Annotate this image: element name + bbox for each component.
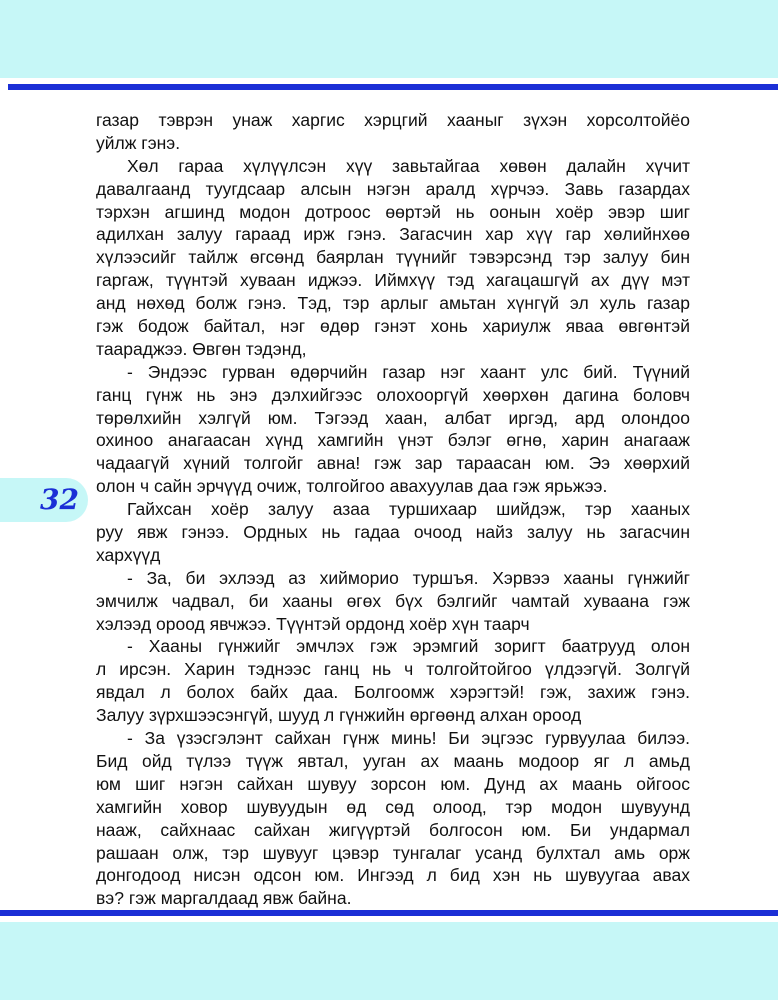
paragraph	[96, 498, 690, 567]
top-divider-rule	[8, 84, 778, 90]
paragraph	[96, 567, 690, 636]
text-line: гаргаж, түүнтэй хуваан иджээ. Иймхүү тэд хагацашгүй ах дүү мэт	[96, 270, 690, 291]
text-line: хамгийн ховор шувуудын өд сөд олоод, тэр модон шувуунд	[96, 796, 690, 817]
text-line: хэлээд ороод явчжээ. Түүнтэй ордонд хоёр хүн таарч	[96, 613, 530, 634]
text-line: таараджээ. Өвгөн тэдэнд,	[96, 338, 307, 359]
text-line: - За, би эхлээд аз хийморио туршъя. Хэрвээ хааны гүнжийг	[127, 567, 690, 588]
text-line: рашаан олж, тэр шувууг цэвэр тунгалаг усанд булхтал амь орж	[96, 842, 690, 863]
text-line: уйлж гэнэ.	[96, 132, 181, 153]
paragraph	[96, 727, 690, 910]
text-line: газар тэврэн унаж харгис хэрцгий хааныг зүхэн хорсолтойёо	[96, 110, 690, 130]
text-line: л ирсэн. Харин тэднээс ганц нь ч толгойтойгоо үлдээгүй. Золгүй	[96, 659, 690, 680]
text-line: Хөл гараа хүлүүлсэн хүү завьтайгаа хөвөн далайн хүчит	[127, 155, 690, 176]
text-line: нааж, сайхнаас сайхан жигүүртэй болгосон юм. Би ундармал	[96, 819, 690, 840]
text-line: хүлээсийг тайлж өгсөнд баярлан түүнийг тэвэрсэнд тэр залуу бин	[96, 247, 690, 268]
text-line: анд нөхөд болж гэнэ. Тэд, тэр арлыг амьтан хүнгүй эл хуль газар	[96, 293, 690, 314]
text-line: руу явж гэнээ. Ордных нь гадаа очоод найз залуу нь загасчин	[96, 522, 690, 543]
text-line: Гайхсан хоёр залуу азаа туршихаар шийдэж, тэр хааных	[127, 499, 690, 520]
paragraph	[96, 361, 690, 498]
text-line: төрөлхийн хэлгүй юм. Тэгээд хаан, албат иргэд, ард олондоо	[96, 407, 690, 428]
text-line: явдал л болох байх даа. Болгоомж хэрэгтэй! гэж, захиж гэнэ.	[96, 682, 690, 703]
text-line: чадаагүй хүний толгойг авна! гэж зар тараасан юм. Ээ хөөрхий	[96, 453, 690, 474]
paragraph	[96, 155, 690, 361]
text-line: охиноо анагаасан хүнд хамгийн үнэт бэлэг өгнө, харин анагааж	[96, 430, 690, 451]
text-line: олон ч сайн эрчүүд очиж, толгойгоо авахуулав даа гэж ярьжээ.	[96, 476, 608, 497]
text-line: адилхан залуу гараад ирж гэнэ. Загасчин хар хүү гар хөлийнхөө	[96, 224, 690, 245]
text-line: хархүүд	[96, 544, 161, 565]
text-line: Бид ойд түлээ түүж явтал, ууган ах маань модоор яг л амьд	[96, 750, 690, 771]
text-line: донгодоод нисэн одсон юм. Ингээд л бид хэн нь шувуугаа авах	[96, 865, 690, 886]
top-header-band	[0, 0, 778, 78]
text-line: давалгаанд туугдсаар алсын нэгэн аралд хүрчээ. Завь газардах	[96, 178, 690, 199]
text-line: вэ? гэж маргалдаад явж байна.	[96, 888, 352, 909]
text-line: - Хааны гүнжийг эмчлэх гэж эрэмгий зоригт баатрууд олон	[127, 636, 690, 657]
text-line: Залуу зүрхшээсэнгүй, шууд л гүнжийн өргөөнд алхан ороод	[96, 705, 582, 726]
paragraph	[96, 109, 690, 155]
text-line: - За үзэсгэлэнт сайхан гүнж минь! Би эцгээс гурвуулаа билээ.	[127, 728, 690, 749]
text-line: ганц гүнж нь энэ дэлхийгээс олохооргүй хөөрхөн дагина боловч	[96, 384, 690, 405]
bottom-divider-rule	[0, 910, 778, 916]
story-text	[96, 109, 690, 910]
paragraph	[96, 635, 690, 727]
text-line: эмчилж чадвал, би хааны өгөх бүх бэлгийг чамтай хуваана гэж	[96, 590, 690, 611]
bottom-footer-band	[0, 922, 778, 1000]
text-line: гэж бодож байтал, нэг өдөр гэнэт хонь хариулж яваа өвгөнтэй	[96, 316, 690, 337]
text-line: юм шиг нэгэн сайхан шувуу зорсон юм. Дунд ах маань ойгоос	[96, 773, 690, 794]
text-line: тэрхэн агшинд модон дотроос өөртэй нь оонын хоёр эвэр шиг	[96, 201, 690, 222]
text-line: - Эндээс гурван өдөрчийн газар нэг хаант улс бий. Түүний	[127, 361, 690, 382]
page-number: 32	[40, 483, 79, 516]
